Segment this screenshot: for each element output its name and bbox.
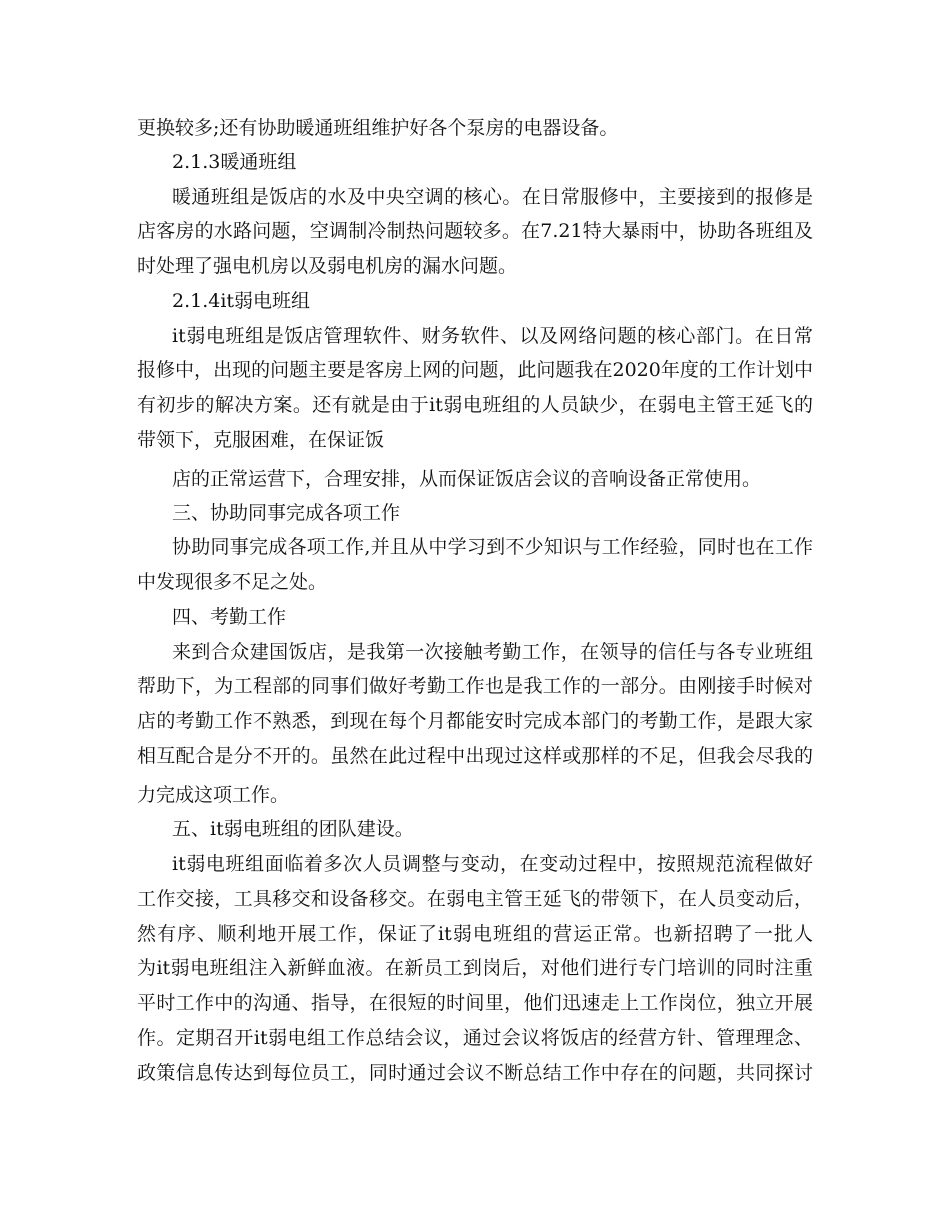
section-heading: 四、考勤工作 (172, 606, 287, 628)
text-line: 更换较多;还有协助暖通班组维护好各个泵房的电器设备。 (137, 117, 619, 139)
text-line: 暖通班组是饭店的水及中央空调的核心。在日常服修中，主要接到的报修是 (172, 186, 813, 208)
text-line: 平时工作中的沟通、指导，在很短的时间里，他们迅速走上工作岗位，独立开展 (137, 992, 813, 1014)
text-line: 来到合众建国饭店，是我第一次接触考勤工作，在领导的信任与各专业班组 (172, 641, 813, 663)
text-line: 为it弱电班组注入新鲜血液。在新员工到岗后，对他们进行专门培训的同时注重 (137, 957, 813, 979)
text-line: 政策信息传达到每位员工，同时通过会议不断总结工作中存在的问题，共同探讨 (137, 1062, 813, 1084)
text-line: 时处理了强电机房以及弱电机房的漏水问题。 (137, 255, 518, 277)
text-line: 店客房的水路问题，空调制冷制热问题较多。在7.21特大暴雨中，协助各班组及 (137, 220, 813, 242)
text-line: 工作交接，工具移交和设备移交。在弱电主管王延飞的带领下，在人员变动后， (137, 888, 813, 910)
text-line: 相互配合是分不开的。虽然在此过程中出现过这样或那样的不足，但我会尽我的 (137, 745, 813, 767)
text-line: 然有序、顺利地开展工作，保证了it弱电班组的营运正常。也新招聘了一批人 (137, 923, 813, 945)
text-line: 作。定期召开it弱电组工作总结会议，通过会议将饭店的经营方针、管理理念、 (137, 1027, 813, 1049)
text-line: 帮助下，为工程部的同事们做好考勤工作也是我工作的一部分。由刚接手时候对 (137, 675, 813, 697)
section-heading: 三、协助同事完成各项工作 (172, 502, 401, 524)
text-line: 带领下，克服困难，在保证饭 (137, 429, 385, 451)
text-line: it弱电班组是饭店管理软件、财务软件、以及网络问题的核心部门。在日常 (172, 325, 813, 347)
section-heading: 2.1.3暖通班组 (172, 151, 297, 173)
text-line: 中发现很多不足之处。 (137, 571, 328, 593)
text-line: 店的正常运营下，合理安排，从而保证饭店会议的音响设备正常使用。 (172, 468, 762, 490)
text-line: 力完成这项工作。 (137, 784, 290, 806)
text-line: 店的考勤工作不熟悉，到现在每个月都能安时完成本部门的考勤工作，是跟大家 (137, 710, 813, 732)
section-heading: 五、it弱电班组的团队建设。 (172, 818, 414, 840)
text-line: 有初步的解决方案。还有就是由于it弱电班组的人员缺少，在弱电主管王延飞的 (137, 394, 813, 416)
section-heading: 2.1.4it弱电班组 (172, 290, 311, 312)
text-line: 报修中，出现的问题主要是客房上网的问题，此问题我在2020年度的工作计划中 (137, 359, 813, 381)
text-line: it弱电班组面临着多次人员调整与变动，在变动过程中，按照规范流程做好 (172, 853, 813, 875)
text-line: 协助同事完成各项工作,并且从中学习到不少知识与工作经验，同时也在工作 (172, 536, 813, 558)
